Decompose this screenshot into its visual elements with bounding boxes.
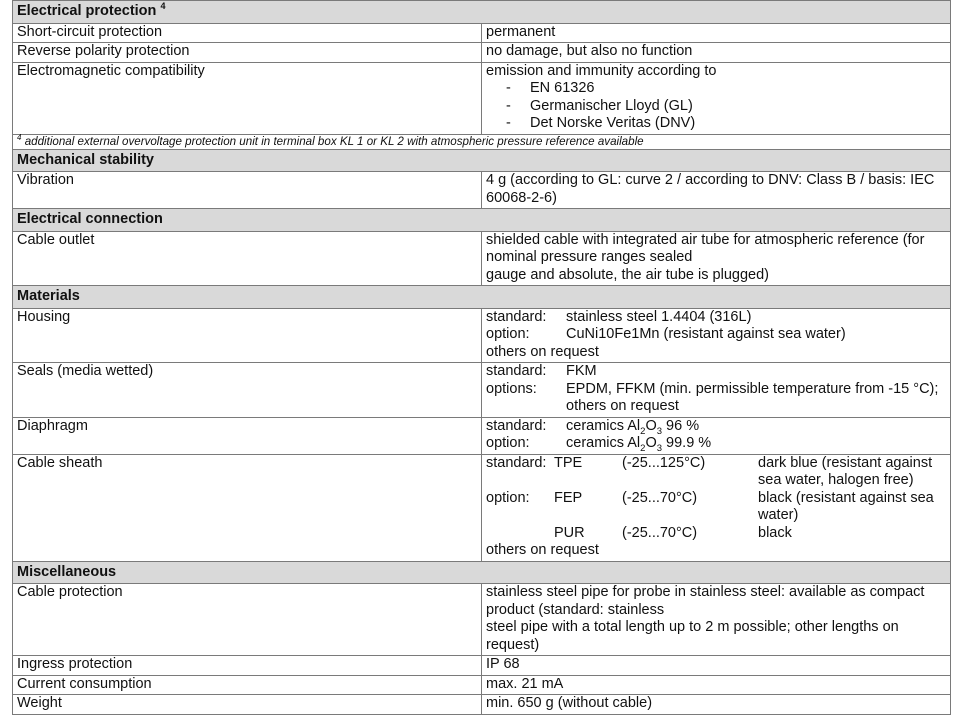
row-value: shielded cable with integrated air tube for atmospheric reference (for nominal pressure ranges sealed gauge and absolute, the air tube is plugged) xyxy=(482,231,951,286)
row-label: Electromagnetic compatibility xyxy=(13,62,482,134)
row-value: min. 650 g (without cable) xyxy=(482,695,951,715)
row-label: Short-circuit protection xyxy=(13,23,482,43)
row-value: IP 68 xyxy=(482,656,951,676)
sheath-row: standard: TPE (-25...125°C) dark blue (resistant against sea water, halogen free) xyxy=(486,454,933,488)
table-row xyxy=(13,308,951,363)
section-electrical-connection xyxy=(13,209,951,232)
row-label: Cable protection xyxy=(13,584,482,656)
sheath-row: PUR (-25...70°C) black xyxy=(554,524,792,541)
row-value: stainless steel pipe for probe in stainless steel: available as compact product (standard: stainless steel pipe with a total length up to 2 m possible; other lengths on request) xyxy=(482,584,951,656)
row-label: Diaphragm xyxy=(13,417,482,454)
table-row xyxy=(13,231,951,286)
table-row xyxy=(13,363,951,418)
section-title: Mechanical stability xyxy=(13,149,951,172)
row-value: 4 g (according to GL: curve 2 / according to DNV: Class B / basis: IEC 60068-2-6) xyxy=(482,172,951,209)
spec-sheet xyxy=(12,0,951,715)
section-title: Electrical protection $^4$ xyxy=(13,1,951,24)
row-label: Reverse polarity protection xyxy=(13,43,482,63)
spec-table xyxy=(12,0,951,715)
row-label: Cable outlet xyxy=(13,231,482,286)
table-row xyxy=(13,172,951,209)
row-value: max. 21 mA xyxy=(482,675,951,695)
section-title: Materials xyxy=(13,286,951,309)
row-value xyxy=(482,62,951,134)
row-value: permanent xyxy=(482,23,951,43)
footnote: $^4$ additional external overvoltage protection unit in terminal box KL 1 or KL 2 with atmospheric pressure reference available xyxy=(13,134,951,149)
section-title: Electrical connection xyxy=(13,209,951,232)
row-value: standard: stainless steel 1.4404 (316L) option: CuNi10Fe1Mn (resistant against sea water) others on request xyxy=(482,308,951,363)
list-item: - Det Norske Veritas (DNV) xyxy=(506,115,696,131)
table-row xyxy=(13,62,951,134)
section-title: Miscellaneous xyxy=(13,561,951,584)
section-electrical-protection xyxy=(13,1,951,24)
table-row xyxy=(13,656,951,676)
row-label: Cable sheath xyxy=(13,454,482,561)
list-item: - EN 61326 xyxy=(506,80,595,96)
row-value: standard: FKM options: EPDM, FFKM (min. permissible temperature from -15 °C); others on request xyxy=(482,363,951,418)
footnote-marker: 4 xyxy=(160,1,166,12)
row-label: Weight xyxy=(13,695,482,715)
row-label: Seals (media wetted) xyxy=(13,363,482,418)
list-item: - Germanischer Lloyd (GL) xyxy=(506,97,693,114)
table-row xyxy=(13,454,951,561)
sheath-row: option: FEP (-25...70°C) black (resistant against sea water) xyxy=(486,489,934,523)
row-label: Current consumption xyxy=(13,675,482,695)
row-value: standard: ceramics $Al_2O_3$ 96 % option: ceramics $Al_2O_3$ 99.9 % xyxy=(482,417,951,454)
table-row xyxy=(13,417,951,454)
section-materials xyxy=(13,286,951,309)
table-row xyxy=(13,675,951,695)
row-value: no damage, but also no function xyxy=(482,43,951,63)
table-row xyxy=(13,23,951,43)
table-row xyxy=(13,695,951,715)
table-row xyxy=(13,43,951,63)
section-miscellaneous xyxy=(13,561,951,584)
row-label: Vibration xyxy=(13,172,482,209)
row-value: standard: TPE (-25...125°C) dark blue (resistant against sea water, halogen free) option: FEP (-25...70°C) black (resistant against sea water) PUR (-25...70°C) black others on request xyxy=(482,454,951,561)
emc-intro: emission and immunity according to xyxy=(486,62,717,79)
row-label: Housing xyxy=(13,308,482,363)
row-label: Ingress protection xyxy=(13,656,482,676)
table-row xyxy=(13,584,951,656)
footnote-row xyxy=(13,134,951,149)
section-mechanical-stability xyxy=(13,149,951,172)
